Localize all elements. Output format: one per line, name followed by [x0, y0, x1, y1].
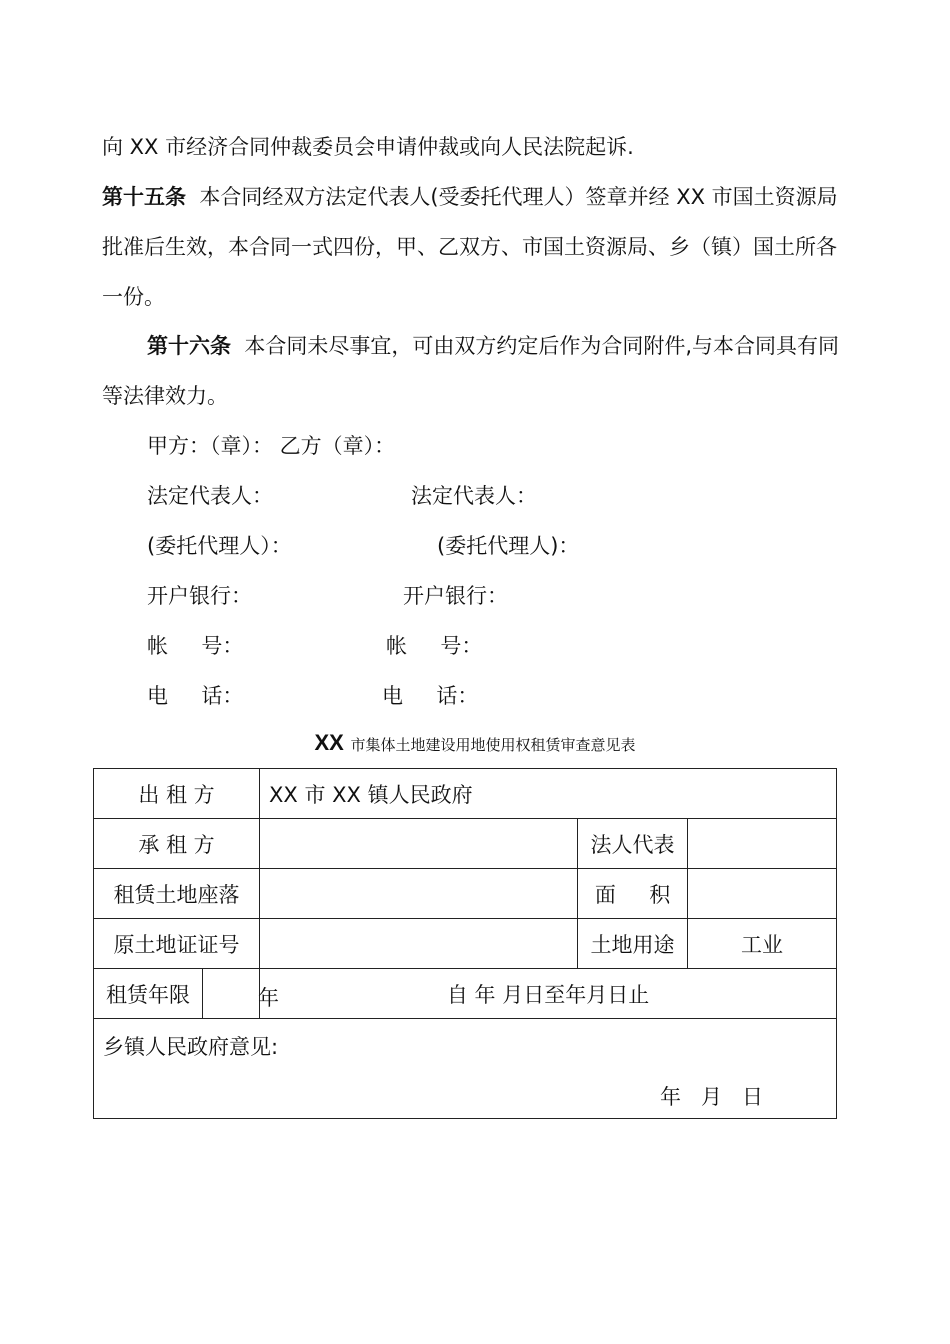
- phone-a: 电 话：: [147, 684, 244, 708]
- legal-rep-value: [688, 819, 837, 869]
- form-caption: [0, 730, 950, 756]
- article-15-text: 本合同经双方法定代表人(受委托代理人）签章并经 XX 市国土资源局: [199, 185, 838, 209]
- agent-b: (委托代理人)：: [437, 534, 580, 558]
- article-15-title: 第十五条: [102, 185, 186, 209]
- form-caption-xx: XX: [314, 730, 344, 755]
- table-row: [94, 769, 837, 819]
- lessee-value: [260, 819, 578, 869]
- legal-rep-b: 法定代表人：: [411, 484, 537, 508]
- opinion-date: 年 月 日: [660, 1085, 764, 1109]
- article-16-line-2: 等法律效力。: [102, 384, 228, 408]
- term-period: 自 年 月日至年月日止: [260, 969, 837, 1019]
- usage-label: 土地用途: [578, 919, 688, 969]
- form-caption-text: 市集体土地建设用地使用权租赁审查意见表: [350, 736, 636, 754]
- phone-b: 电 话：: [382, 684, 479, 708]
- article-16-title: 第十六条: [147, 334, 231, 358]
- lessor-label: 出 租 方: [94, 769, 260, 819]
- location-value: [260, 869, 578, 919]
- account-a: 帐 号：: [147, 634, 244, 658]
- area-value: [688, 869, 837, 919]
- article-16-line: [147, 331, 839, 361]
- article-15-line-2: 批准后生效，本合同一式四份，甲、乙双方、市国土资源局、乡（镇）国土所各: [102, 235, 837, 259]
- account-b: 帐 号：: [386, 634, 483, 658]
- table-row: [94, 1019, 837, 1119]
- cert-label: 原土地证证号: [94, 919, 260, 969]
- term-years: [203, 969, 260, 1019]
- article-15-line-3: 一份。: [102, 285, 165, 309]
- table-row: [94, 819, 837, 869]
- bank-b: 开户银行：: [403, 584, 508, 608]
- lessee-label: 承 租 方: [94, 819, 260, 869]
- term-years-label: 年: [258, 986, 279, 1010]
- agent-a: (委托代理人）：: [147, 534, 292, 558]
- table-row: [94, 969, 837, 1019]
- contract-text-line: 向 XX 市经济合同仲裁委员会申请仲裁或向人民法院起诉.: [102, 135, 634, 159]
- cert-value: [260, 919, 578, 969]
- review-form-table: [93, 768, 837, 1119]
- table-row: [94, 869, 837, 919]
- usage-value: 工业: [688, 919, 837, 969]
- legal-rep-a: 法定代表人：: [147, 484, 273, 508]
- opinion-label: 乡镇人民政府意见:: [103, 1035, 279, 1059]
- article-15-line: [102, 182, 838, 212]
- legal-rep-label: 法人代表: [578, 819, 688, 869]
- lessor-value: XX 市 XX 镇人民政府: [260, 769, 837, 819]
- opinion-cell: [94, 1019, 837, 1119]
- location-label: 租赁土地座落: [94, 869, 260, 919]
- term-label: 租赁年限: [94, 969, 203, 1019]
- bank-a: 开户银行：: [147, 584, 252, 608]
- article-16-text: 本合同未尽事宜，可由双方约定后作为合同附件,与本合同具有同: [244, 334, 840, 358]
- table-row: [94, 919, 837, 969]
- area-label: 面 积: [578, 869, 688, 919]
- parties-seal-line: 甲方：（章）： 乙方（章）：: [147, 434, 396, 458]
